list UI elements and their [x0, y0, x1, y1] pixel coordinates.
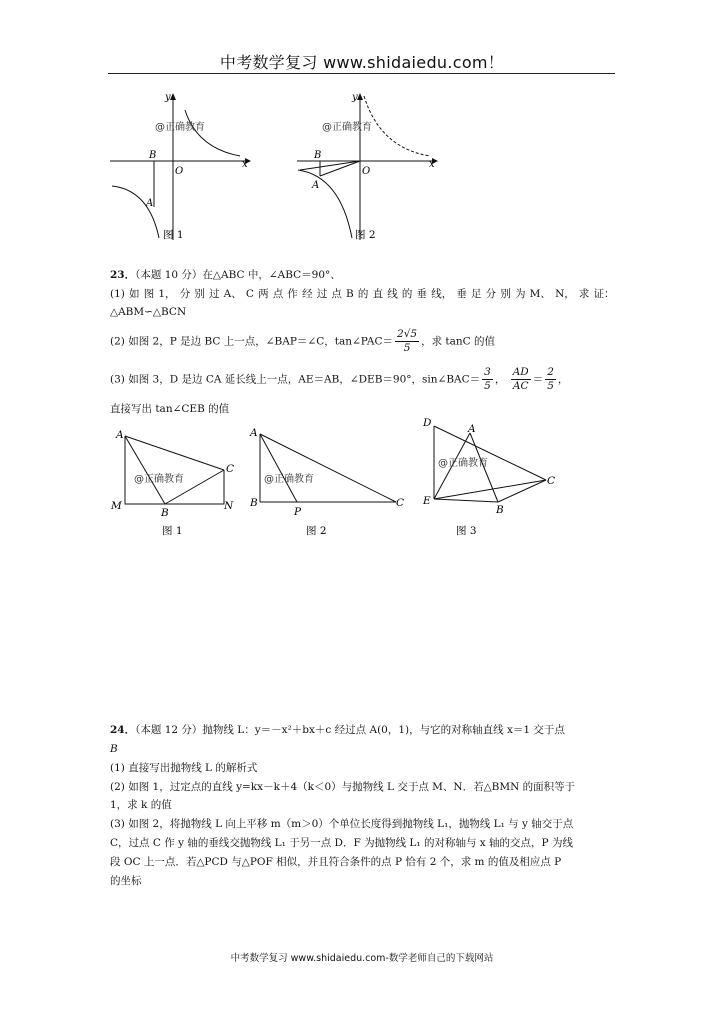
q23-part3: (3) 如图 3，D 是边 CA 延长线上一点，AE＝AB，∠DEB＝90°，sin∠BAC＝ $\frac{3}{5}$ ， $\frac{AD}{AC}$ ＝ $\frac{2}{5}$ ，	[110, 366, 569, 392]
q23-part1-word: C	[245, 288, 254, 300]
fig2-o-label: O	[362, 166, 371, 177]
svg-text:@正确教育: @正确教育	[438, 458, 488, 469]
top-figure-1	[105, 90, 255, 245]
svg-text:B: B	[250, 497, 258, 509]
q23-part1-word: 图	[143, 288, 155, 300]
svg-text:A: A	[116, 429, 124, 441]
page-footer: 中考数学复习 www.shidaiedu.com-数学老师自己的下载网站	[230, 953, 494, 964]
q23-part1-word: 作	[287, 288, 298, 300]
q23-part1-word: 求	[578, 288, 590, 300]
q23-part1-word: N，	[555, 288, 575, 300]
q23-part1-word: 的	[357, 288, 369, 300]
q23-figure-2	[246, 424, 411, 544]
q24-part2-line1: (2) 如图 1，过定点的直线 y=kx－k＋4（k＜0）与抛物线 L 交于点 M、N．若△BMN 的面积等于	[110, 781, 576, 793]
q23-part1-word: 如	[129, 288, 140, 300]
q23-part1-word: 直	[372, 288, 384, 300]
svg-text:B: B	[496, 504, 504, 516]
svg-text:M: M	[111, 500, 122, 512]
q23-part1-word: 分	[179, 288, 191, 300]
q23-part1-line1	[110, 287, 615, 301]
q23-intro: 23．（本题 10 分）在△ABC 中，∠ABC＝90°、	[110, 269, 341, 281]
fig1-b-label: B	[149, 150, 157, 161]
fig1-caption: 图 1	[163, 229, 184, 241]
q23-part3-fraction-sin: $\frac{3}{5}$	[484, 366, 491, 392]
fig1-x-label: x	[242, 159, 248, 170]
fig1-watermark: @正确教育	[155, 122, 205, 133]
q24-part3-line2: C，过点 C 作 y 轴的垂线交抛物线 L₁ 于另一点 D．F 为抛物线 L₁ 的对称轴与 x 轴的交点，P 为线	[110, 837, 573, 849]
q23-part1-word: 两	[258, 288, 269, 300]
svg-text:A: A	[250, 427, 258, 439]
fig2-y-label: y	[352, 92, 358, 103]
q23-part1-word: (1)	[110, 288, 125, 300]
fig2-watermark: @正确教育	[322, 122, 372, 133]
page-header: 中考数学复习 www.shidaiedu.com！	[219, 53, 505, 72]
q23-part1-word: 证：	[593, 288, 615, 300]
fig1-o-label: O	[175, 166, 184, 177]
svg-text:C: C	[226, 463, 235, 475]
q24-part3-line3: 段 OC 上一点．若△PCD 与△POF 相似，并且符合条件的点 P 恰有 2 个，求 m 的值及相应点 P	[110, 856, 562, 868]
q23-part1-word: 垂	[456, 288, 467, 300]
svg-text:N: N	[224, 500, 234, 512]
q23-part1-word: 1，	[158, 288, 176, 300]
q24-intro-line2: B	[110, 743, 118, 755]
q24-part1: (1) 直接写出抛物线 L 的解析式	[110, 762, 258, 774]
q23-part1-word: 线，	[431, 288, 453, 300]
fig2-b-label: B	[314, 150, 322, 161]
svg-text:E: E	[423, 495, 431, 507]
q23-part1-word: 线	[387, 288, 398, 300]
q24-part3-line1: (3) 如图 2，将抛物线 L 向上平移 m（m＞0）个单位长度得到抛物线 L₁，抛物线 L₁ 与 y 轴交于点	[110, 818, 574, 830]
svg-text:D: D	[423, 417, 432, 429]
fig2-x-label: x	[429, 159, 435, 170]
fig2-a-label: A	[312, 180, 320, 191]
q23-figure-3	[418, 414, 568, 544]
q23-part1-word: 足	[471, 288, 482, 300]
q23-part1-word: 垂	[416, 288, 428, 300]
q24-part2-line2: 1，求 k 的值	[110, 799, 172, 811]
q23-part2-fraction: $\frac{2√5}{5}$	[397, 328, 418, 354]
q23-part3-fraction-ratio: $\frac{2}{5}$	[547, 366, 554, 392]
svg-text:图 3: 图 3	[456, 525, 477, 537]
fig2-caption: 图 2	[355, 229, 376, 241]
q23-figure-1	[106, 424, 246, 544]
q23-part2: (2) 如图 2，P 是边 BC 上一点，∠BAP＝∠C，tan∠PAC＝ $\frac{2√5}{5}$ ，求 tanC 的值	[110, 328, 496, 354]
q23-part3-fraction-ad-ac: $\frac{AD}{AC}$	[512, 366, 529, 392]
q24-intro: 24．（本题 12 分）抛物线 L：y＝－x²＋bx＋c 经过点 A(0，1)，与它的对称轴直线 x＝1 交于点	[110, 724, 565, 736]
q23-part1-word: 点	[331, 288, 342, 300]
q23-part1-word: 过	[209, 288, 220, 300]
q23-part1-word: M、	[529, 288, 551, 300]
svg-text:C: C	[547, 475, 556, 487]
q23-part1-word: A、	[223, 288, 242, 300]
svg-text:@正确教育: @正确教育	[264, 474, 314, 485]
q23-part1-word: 的	[401, 288, 413, 300]
top-figure-2	[292, 90, 442, 245]
svg-text:B: B	[161, 507, 169, 519]
q23-part3-line2: 直接写出 tan∠CEB 的值	[110, 403, 230, 415]
svg-text:图 2: 图 2	[306, 525, 327, 537]
q23-part1-line2: △ABM∽△BCN	[110, 306, 187, 318]
svg-text:@正确教育: @正确教育	[134, 474, 184, 485]
fig1-y-label: y	[165, 92, 171, 103]
svg-text:A: A	[468, 423, 476, 435]
q23-part1-word: B	[346, 288, 354, 300]
svg-text:C: C	[396, 497, 405, 509]
fig1-a-label: A	[146, 198, 154, 209]
svg-text:P: P	[294, 506, 302, 518]
q23-part1-word: 为	[514, 288, 526, 300]
q23-part1-word: 别	[194, 288, 205, 300]
q23-part1-word: 经	[302, 288, 313, 300]
header-rule	[108, 73, 615, 74]
q23-part1-word: 点	[272, 288, 284, 300]
q23-part1-word: 过	[316, 288, 328, 300]
q23-part1-word: 分	[485, 288, 497, 300]
q23-part1-word: 别	[500, 288, 511, 300]
q24-part3-line4: 的坐标	[110, 875, 142, 887]
svg-text:图 1: 图 1	[162, 525, 183, 537]
